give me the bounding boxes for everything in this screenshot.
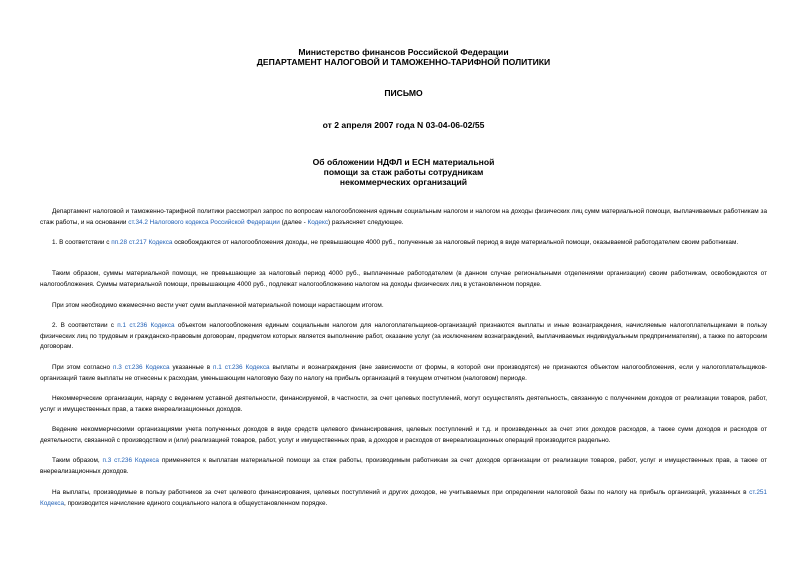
link-p1-st236[interactable]: п.1 ст.236 Кодекса (213, 364, 270, 371)
document-type: ПИСЬМО (384, 88, 423, 98)
paragraph-2 (40, 321, 767, 353)
paragraph-text: объектом налогообложения единым социальным налогом для налогоплательщиков-организаций признаются выплаты и иные вознаграждения, начисляемые налогоплательщиками в пользу физических лиц по трудовым и гражданско-правовым договорам, предметом которых является выполнение работ, оказание услуг (за исключением вознаграждений, выплачиваемых индивидуальным предпринимателям), а также по авторским договорам. (40, 322, 768, 350)
link-p3-st236[interactable]: п.3 ст.236 Кодекса (113, 364, 170, 371)
link-st251[interactable]: ст.251 Кодекса (40, 489, 767, 507)
paragraph-nonprofits: Некоммерческие организации, наряду с ведением уставной деятельности, финансируемой, в частности, за счет целевых поступлений, могут осуществлять деятельность, связанную с получением доходов от реализации товаров, работ, услуг и имущественных прав, а также внереализационных доходов. (40, 395, 767, 413)
document-date-number: от 2 апреля 2007 года N 03-04-06-02/55 (322, 120, 485, 130)
paragraph-conclusion-esn (40, 456, 767, 477)
subject-line-3: некоммерческих организаций (339, 177, 468, 187)
paragraph-text: Таким образом, (52, 457, 103, 464)
paragraph-text: выплаты и вознаграждения (вне зависимости от формы, в которой они производятся) не признаются объектом налогообложения, если у налогоплательщиков-организаций такие выплаты не отнесены к расходам, уменьшающим налоговую базу по налогу на прибыль организаций в текущем отчетном (налоговом) периоде. (40, 364, 767, 382)
paragraph-text: освобождаются от налогообложения доходы, не превышающие 4000 руб., полученные за налоговый период в виде материальной помощи, оказываемой работодателем своим работникам. (172, 239, 739, 246)
paragraph-separate-accounting: Ведение некоммерческими организациями учета полученных доходов в виде средств целевого финансирования, целевых поступлений и т.д. и произведенных за счет этих доходов расходов, а также сумм доходов и расходов от деятельности, связанной с производством и (или) реализацией товаров, работ, услуг и имущественных прав, а доходов и расходов от внереализационных операций производится раздельно. (40, 426, 767, 444)
subject-line-2: помощи за стаж работы сотрудникам (323, 167, 484, 177)
paragraph-accounting: При этом необходимо ежемесячно вести учет сумм выплаченной материальной помощи нарастающим итогом. (52, 302, 384, 309)
paragraph-text: На выплаты, производимые в пользу работников за счет целевого финансирования, целевых поступлений и других доходов, не учитываемых при определении налоговой базы по налогу на прибыль организаций, указанных в (52, 489, 750, 496)
paragraph-text: , производится начисление единого социального налога в общеустановленном порядке. (64, 499, 328, 507)
paragraph-text: 1. В соответствии с (52, 239, 112, 246)
ministry-name: Министерство финансов Российской Федерации (298, 47, 509, 57)
link-pp28-st217[interactable]: пп.28 ст.217 Кодекса (111, 239, 173, 246)
paragraph-text: 2. В соответствии с (52, 322, 118, 329)
paragraph-exemption (40, 363, 767, 384)
link-code[interactable]: Кодекс (307, 218, 329, 226)
paragraph-text: Департамент налоговой и таможенно-тарифной политики рассмотрел запрос по вопросам налогообложения единым социальным налогом и налогом на доходы физических лиц сумм материальной помощи, выплачиваемых работникам за стаж работы, и на основании (40, 208, 767, 226)
link-p3-st236[interactable]: п.3 ст.236 Кодекса (102, 457, 159, 464)
department-name: ДЕПАРТАМЕНТ НАЛОГОВОЙ И ТАМОЖЕННО-ТАРИФНОЙ ПОЛИТИКИ (256, 57, 551, 67)
paragraph-intro (40, 207, 767, 228)
paragraph-text: При этом согласно (52, 364, 113, 371)
link-article-34-2[interactable]: ст.34.2 Налогового кодекса Российской Федерации (128, 218, 280, 226)
paragraph-targeted-funds (40, 488, 767, 509)
paragraph-text: указанные в (169, 364, 214, 371)
paragraph-1 (40, 238, 767, 249)
link-p1-st236[interactable]: п.1 ст.236 Кодекса (117, 322, 175, 329)
paragraph-text: (далее - (279, 218, 308, 226)
paragraph-text: применяется к выплатам материальной помощи за стаж работы, производимым работникам за счет доходов организации от реализации товаров, работ, услуг и имущественных прав, а также от внереализационных доходов. (40, 457, 767, 475)
paragraph-conclusion-ndfl: Таким образом, суммы материальной помощи, не превышающие за налоговый период 4000 руб., выплаченные работодателем (в данном случае региональными отделениями организации) своим работникам, освобождаются от налогообложения. Суммы материальной помощи, превышающие 4000 руб., подлежат налогообложению налогом на доходы физических лиц в установленном порядке. (40, 270, 767, 288)
paragraph-text: ) разъясняет следующее. (328, 218, 404, 226)
subject-line-1: Об обложении НДФЛ и ЕСН материальной (312, 157, 495, 167)
